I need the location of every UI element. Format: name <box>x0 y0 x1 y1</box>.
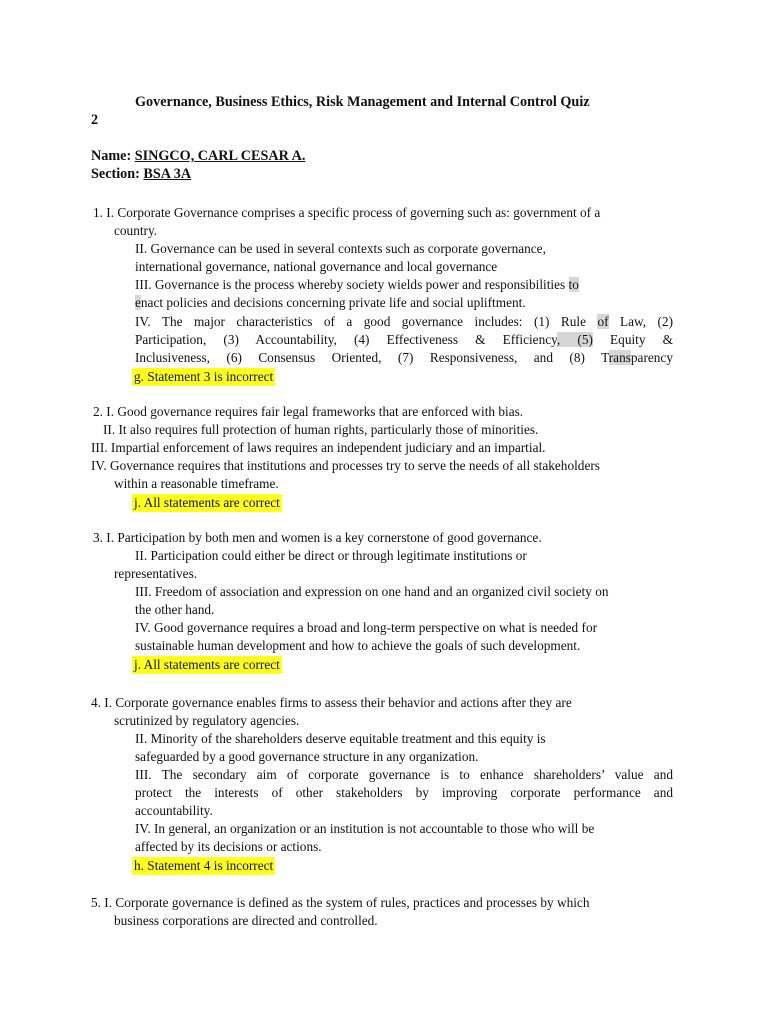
q3-answer: j. All statements are correct <box>134 657 280 672</box>
q3-statement-2: II. Participation could either be direct or through legitimate institutions or <box>135 548 527 563</box>
q1-statement-1-cont: country. <box>114 223 158 238</box>
q2-statement-4: IV. Governance requires that institutions and processes try to serve the needs of all stakeholders <box>91 458 600 473</box>
q2-answer: j. All statements are correct <box>134 495 280 510</box>
q1-statement-4-cont-2-highlight: rans <box>608 350 631 365</box>
q4-statement-1-cont: scrutinized by regulatory agencies. <box>114 713 300 728</box>
section-label: Section: <box>91 166 140 182</box>
q1-statement-4-highlight: of <box>597 314 609 329</box>
q4-statement-2: II. Minority of the shareholders deserve equitable treatment and this equity is <box>135 731 546 746</box>
q4-statement-3: III. The secondary aim of corporate governance is to enhance shareholders’ value and <box>135 767 673 782</box>
q3-statement-4-cont: sustainable human development and how to achieve the goals of such development. <box>135 638 581 653</box>
q1-statement-4-cont-2-text-b: parency <box>630 350 673 365</box>
q3-statement-3-cont: the other hand. <box>135 602 215 617</box>
q2-statement-1: 2. I. Good governance requires fair legal frameworks that are enforced with bias. <box>93 404 524 419</box>
q5-statement-1: 5. I. Corporate governance is defined as the system of rules, practices and processes by which <box>91 895 590 910</box>
q1-statement-4-cont-1-highlight: , (5) <box>556 332 593 347</box>
q4-statement-2-cont: safeguarded by a good governance structure in any organization. <box>135 749 479 764</box>
q1-statement-4 <box>135 313 673 331</box>
q2-statement-4-cont: within a reasonable timeframe. <box>114 476 279 491</box>
q4-statement-4-cont: affected by its decisions or actions. <box>135 839 322 854</box>
q4-statement-3-cont: protect the interests of other stakeholders by improving corporate performance and <box>135 785 673 800</box>
q1-statement-3-cont-highlight: e <box>135 295 141 310</box>
section-line <box>91 166 191 183</box>
section-value: BSA 3A <box>143 166 192 182</box>
q4-statement-3-cont-2: accountability. <box>135 803 213 818</box>
name-line <box>91 148 305 165</box>
q1-statement-4-cont-1-text-b: Equity & <box>592 332 673 347</box>
q1-statement-4-cont-1 <box>135 331 673 349</box>
q1-statement-4-cont-1-text-a: Participation, (3) Accountability, (4) Effectiveness & Efficiency <box>135 332 557 347</box>
q1-statement-2-cont: international governance, national governance and local governance <box>135 259 498 274</box>
q1-statement-3-cont-text: nact policies and decisions concerning private life and social upliftment. <box>140 295 526 310</box>
q1-statement-1: 1. I. Corporate Governance comprises a specific process of governing such as: government of a <box>93 205 601 220</box>
q2-statement-3: III. Impartial enforcement of laws requires an independent judiciary and an impartial. <box>91 440 546 455</box>
name-label: Name: <box>91 148 132 164</box>
q4-statement-1: 4. I. Corporate governance enables firms to assess their behavior and actions after they are <box>91 695 572 710</box>
q1-statement-2: II. Governance can be used in several contexts such as corporate governance, <box>135 241 546 256</box>
q3-statement-4: IV. Good governance requires a broad and long-term perspective on what is needed for <box>135 620 598 635</box>
q1-answer: g. Statement 3 is incorrect <box>134 369 274 384</box>
q1-statement-3-cont <box>135 294 526 312</box>
q1-statement-4-cont-2-text-a: Inclusiveness, (6) Consensus Oriented, (7) Responsiveness, and (8) T <box>135 350 609 365</box>
quiz-title: Governance, Business Ethics, Risk Management and Internal Control Quiz <box>135 94 590 110</box>
q1-statement-4-text-b: Law, (2) <box>608 314 673 329</box>
q1-statement-4-cont-2 <box>135 349 673 367</box>
q1-statement-3 <box>135 276 579 294</box>
q4-statement-4: IV. In general, an organization or an institution is not accountable to those who will be <box>135 821 595 836</box>
student-name: SINGCO, CARL CESAR A. <box>134 148 306 164</box>
q2-statement-2: II. It also requires full protection of human rights, particularly those of minorities. <box>103 422 539 437</box>
q3-statement-2-cont: representatives. <box>114 566 198 581</box>
q4-answer: h. Statement 4 is incorrect <box>134 858 274 873</box>
q1-statement-3-text: III. Governance is the process whereby society wields power and responsibilities <box>135 277 569 292</box>
q1-statement-4-text-a: IV. The major characteristics of a good governance includes: (1) Rule <box>135 314 598 329</box>
q3-statement-3: III. Freedom of association and expression on one hand and an organized civil society on <box>135 584 609 599</box>
quiz-title-number: 2 <box>91 112 99 128</box>
q3-statement-1: 3. I. Participation by both men and women is a key cornerstone of good governance. <box>93 530 542 545</box>
q1-statement-3-highlight: to <box>568 277 579 292</box>
q5-statement-1-cont: business corporations are directed and controlled. <box>114 913 378 928</box>
